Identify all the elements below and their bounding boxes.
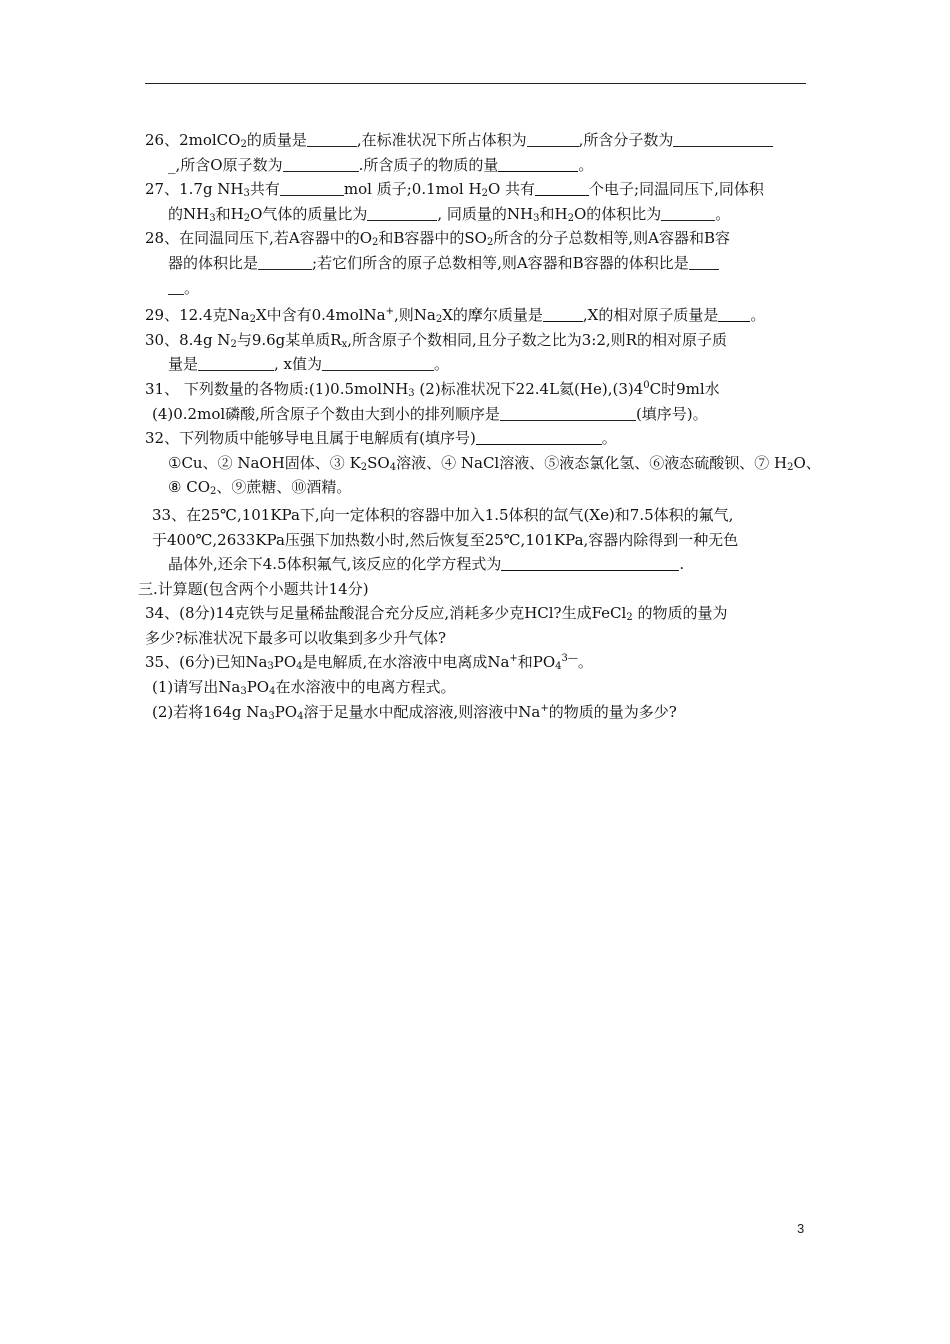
text: 的质量是: [246, 131, 307, 149]
text: 在水溶液中的电离方程式。: [275, 678, 456, 697]
subscript: 4: [269, 686, 276, 698]
question-33-line-2: [138, 528, 810, 553]
text: O的体积比为: [573, 204, 662, 223]
subscript: x: [341, 338, 348, 350]
text: 于400℃,2633KPa压强下加热数小时,然后恢复至25℃,101KPa,容器内除得到一种无色: [152, 530, 739, 549]
question-34-line-2: [138, 626, 810, 651]
text: (2)标准状况下22.4L氦(He),(3)4: [414, 379, 644, 398]
question-33-line-1: [138, 503, 810, 528]
answer-blank[interactable]: [322, 356, 434, 371]
text: ;若它们所含的原子总数相等,则A容器和B容器的体积比是: [312, 253, 689, 272]
superscript: 0: [643, 379, 650, 391]
text: 和H: [215, 204, 244, 223]
text: 33、在25℃,101KPa下,向一定体积的容器中加入1.5体积的氙气(Xe)和7.5体积的氟气,: [152, 505, 734, 524]
text: 和B容器中的SO: [378, 229, 487, 248]
text: 、⑨蔗糖、⑩酒精。: [216, 478, 352, 497]
subscript: 2: [249, 314, 256, 326]
text: 和H: [539, 204, 568, 223]
text: O、: [793, 453, 821, 472]
subscript: 2: [481, 188, 488, 200]
subscript: 2: [787, 461, 794, 473]
text: .所含质子的物质的量: [358, 155, 499, 174]
question-34-line-1: [138, 601, 810, 626]
text: 晶体外,还余下4.5体积氟气,该反应的化学方程式为: [168, 555, 502, 574]
answer-blank[interactable]: [367, 206, 437, 221]
text: 多少?标准状况下最多可以收集到多少升气体?: [145, 628, 447, 647]
text: 溶于足量水中配成溶液,则溶液中Na: [303, 702, 541, 721]
answer-blank[interactable]: [476, 430, 602, 445]
text: (2)若将164g Na: [152, 702, 269, 721]
section-heading: 三.计算题(包含两个小题共计14分): [138, 579, 369, 598]
subscript: 4: [555, 661, 562, 673]
text: PO: [246, 678, 270, 697]
answer-blank[interactable]: [500, 406, 636, 421]
text: 29、12.4克Na: [145, 306, 250, 325]
text: ,在标准状况下所占体积为: [356, 131, 527, 149]
text: (1)请写出Na: [152, 678, 241, 697]
text: 27、1.7g NH: [145, 180, 244, 199]
text: ⑧ CO: [168, 478, 210, 497]
text: PO: [273, 653, 297, 672]
subscript: 2: [210, 486, 217, 498]
subscript: 4: [296, 661, 303, 673]
question-sheet: [138, 128, 821, 724]
text: ,所含原子个数相同,且分子数之比为3:2,则R的相对原子质: [347, 330, 727, 349]
text: , 同质量的NH: [437, 204, 534, 223]
text: ,X的相对原子质量是: [582, 306, 719, 325]
answer-blank[interactable]: [501, 556, 679, 571]
text: 个电子;同温同压下,同体积: [589, 180, 764, 199]
answer-blank[interactable]: [718, 307, 750, 322]
text: 34、(8分)14克铁与足量稀盐酸混合充分反应,消耗多少克HCl?生成FeCl: [145, 604, 627, 623]
text: 32、下列物质中能够导电且属于电解质有(填序号): [145, 429, 476, 448]
text: 的物质的量为多少?: [548, 702, 677, 721]
answer-blank[interactable]: [307, 132, 357, 147]
answer-blank[interactable]: [661, 206, 715, 221]
question-29: [138, 303, 810, 328]
subscript: 4: [297, 710, 304, 722]
question-35-part-2: [138, 700, 810, 725]
subscript: 2: [435, 314, 443, 326]
subscript: 2: [486, 237, 494, 249]
text: 30、8.4g N: [145, 330, 231, 349]
text: 溶液、④ NaCl溶液、⑤液态氯化氢、⑥液态硫酸钡、⑦ H: [396, 453, 788, 472]
text: 器的体积比是: [168, 253, 259, 272]
superscript: +: [509, 653, 518, 665]
question-28-line-1: [138, 226, 810, 251]
header-rule: [145, 83, 806, 84]
text: ①Cu、② NaOH固体、③ K: [168, 453, 361, 472]
answer-blank[interactable]: [168, 280, 184, 295]
text: 。: [750, 306, 766, 325]
question-26-line-2: [138, 153, 810, 178]
text: 。: [601, 429, 617, 448]
text: O气体的质量比为: [250, 204, 368, 223]
subscript: 2: [240, 139, 247, 150]
subscript: 2: [243, 212, 251, 224]
answer-blank[interactable]: [535, 181, 589, 196]
superscript: +: [540, 702, 549, 714]
text: 量是: [168, 355, 199, 374]
text: .: [679, 555, 685, 574]
text: 共有: [249, 180, 280, 199]
text: _,所含O原子数为: [168, 155, 283, 174]
question-33-line-3: [138, 552, 810, 577]
text: 26、2molCO: [145, 131, 241, 149]
text: 31、 下列数量的各物质:(1)0.5molNH: [145, 379, 409, 398]
question-31-line-2: [138, 402, 810, 427]
text: ,所含分子数为: [578, 131, 674, 149]
question-26-line-1: [138, 128, 810, 153]
text: (4)0.2mol磷酸,所含原子个数由大到小的排列顺序是: [152, 404, 500, 423]
subscript: 4: [389, 461, 397, 473]
question-35: [138, 650, 810, 675]
text: 。: [577, 653, 593, 672]
subscript: 3: [240, 686, 247, 698]
question-32-line-3: [138, 475, 810, 500]
superscript: 3—: [561, 653, 578, 665]
text: X中含有0.4molNa: [255, 306, 386, 325]
text: ,则Na: [393, 306, 436, 325]
subscript: 3: [267, 661, 274, 673]
page-number: 3: [797, 1221, 805, 1236]
text: 35、(6分)已知Na: [145, 653, 268, 672]
question-27-line-1: [138, 177, 810, 202]
text: C时9ml水: [649, 379, 720, 398]
text: X的摩尔质量是: [442, 306, 543, 325]
subscript: 3: [209, 212, 216, 224]
text: SO: [367, 453, 390, 472]
text: 。: [434, 355, 450, 374]
question-31-line-1: [138, 377, 810, 402]
answer-blank[interactable]: [498, 157, 578, 172]
text: 所含的分子总数相等,则A容器和B容: [493, 229, 730, 248]
text: mol 质子;0.1mol H: [343, 180, 482, 199]
question-28-line-2: [138, 251, 810, 276]
text: PO: [274, 702, 298, 721]
text: 是电解质,在水溶液中电离成Na: [302, 653, 510, 672]
superscript: +: [385, 306, 394, 318]
question-27-line-2: [138, 202, 810, 227]
text: 。: [184, 278, 200, 297]
text: 28、在同温同压下,若A容器中的O: [145, 229, 372, 248]
answer-blank[interactable]: [673, 132, 773, 147]
text: 与9.6g某单质R: [236, 330, 342, 349]
subscript: 2: [567, 212, 574, 224]
text: , x值为: [274, 355, 323, 374]
question-28-line-3: [138, 276, 810, 301]
text: (填序号)。: [635, 404, 708, 423]
subscript: 3: [533, 212, 540, 224]
subscript: 3: [268, 710, 275, 722]
text: 的NH: [168, 204, 210, 223]
answer-blank[interactable]: [258, 255, 312, 270]
subscript: 2: [230, 338, 237, 350]
subscript: 3: [243, 188, 250, 200]
answer-blank[interactable]: [527, 132, 579, 147]
answer-blank[interactable]: [283, 157, 359, 172]
text: 和PO: [517, 653, 556, 672]
answer-blank[interactable]: [198, 356, 274, 371]
question-32-line-2: [138, 451, 821, 476]
answer-blank[interactable]: [543, 307, 583, 322]
question-30-line-1: [138, 328, 810, 353]
text: 。: [578, 155, 594, 174]
subscript: 2: [360, 461, 368, 473]
answer-blank[interactable]: [689, 255, 719, 270]
answer-blank[interactable]: [280, 181, 344, 196]
question-30-line-2: [138, 352, 810, 377]
subscript: 2: [372, 237, 379, 249]
text: O 共有: [487, 180, 536, 199]
question-35-part-1: [138, 675, 810, 700]
question-32-line-1: [138, 426, 810, 451]
text: 的物质的量为: [632, 604, 728, 623]
text: 。: [715, 204, 731, 223]
subscript: 3: [408, 387, 415, 399]
subscript: 2: [626, 612, 633, 624]
